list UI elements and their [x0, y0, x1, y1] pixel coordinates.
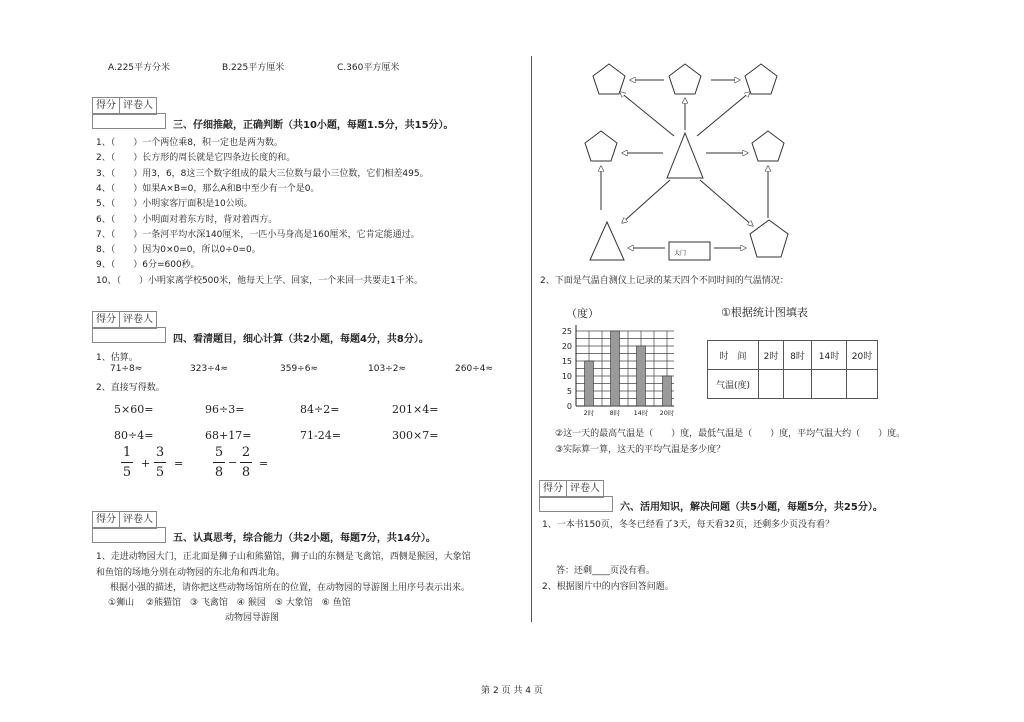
table-row	[708, 370, 878, 399]
fraction	[121, 445, 133, 480]
pentagon-shape	[745, 64, 777, 94]
table-cell-blank[interactable]	[784, 370, 812, 399]
chart-unit-label: （度）	[566, 307, 599, 320]
page-footer: 第 2 页 共 4 页	[481, 686, 543, 696]
temperature-bar	[611, 331, 620, 406]
s5-line2: 和鱼馆的场地分别在动物园的东北角和西北角。	[96, 568, 286, 578]
option-b: B.225平方厘米	[222, 63, 285, 73]
score-label: 得分	[93, 312, 120, 328]
score-label: 得分	[93, 512, 120, 528]
q1-estimate-label: 1、估算。	[96, 353, 138, 363]
pentagon-shape	[593, 64, 625, 94]
x-tick-label: 20时	[659, 409, 674, 417]
x-tick-label: 8时	[609, 409, 621, 417]
y-tick-label: 20	[561, 342, 572, 351]
option-a: A.225平方分米	[108, 63, 171, 73]
calc-item: 68+17=	[205, 429, 252, 442]
score-label: 得分	[93, 98, 120, 114]
temperature-bar-chart	[556, 322, 674, 420]
fraction	[213, 445, 225, 480]
section3-title: 三、仔细推敲，正确判断（共10小题，每题1.5分，共15分）。	[173, 120, 454, 131]
gate-label: 大门	[674, 250, 687, 257]
calc-item: 96÷3=	[205, 403, 245, 416]
judgement-item: 9、（ ）6分=600秒。	[96, 260, 200, 271]
section5-title: 五、认真思考，综合能力（共2小题，每题7分，共14分）。	[173, 533, 436, 544]
minus-sign: −	[228, 456, 238, 469]
judgement-item: 5、（ ）小明家客厅面积是10公顷。	[96, 199, 253, 210]
judgement-item: 8、（ ）因为0×0=0，所以0÷0=0。	[96, 245, 261, 256]
score-label: 得分	[540, 481, 567, 497]
equals-sign: =	[174, 457, 184, 470]
numerator: 2	[241, 445, 251, 460]
score-blank-4	[92, 327, 166, 343]
y-tick-label: 15	[561, 357, 572, 366]
score-blank-6	[539, 496, 613, 512]
calc-item: 71-24=	[300, 429, 341, 442]
pentagon-shape	[750, 220, 788, 257]
s6-q2: 2、根据图片中的内容回答问题。	[542, 582, 674, 592]
table-header: 2时	[759, 341, 784, 370]
y-tick-label: 25	[561, 327, 572, 336]
score-blank-3	[92, 113, 166, 129]
grader-label: 评卷人	[570, 483, 600, 494]
numerator: 3	[155, 445, 165, 460]
estimate-item: 260÷4≈	[455, 364, 493, 374]
x-tick-label: 14时	[633, 409, 649, 417]
fill-table-title: ①根据统计图填表	[721, 306, 808, 319]
judgement-item: 1、（ ）一个两位乘8，积一定也是两为数。	[96, 138, 283, 148]
table-row	[708, 341, 878, 370]
judgement-item: 4、（ ）如果A×B=0，那么A和B中至少有一个是0。	[96, 183, 320, 194]
table-header: 20时	[847, 341, 878, 370]
section6-title: 六、活用知识，解决问题（共5小题，每题5分，共25分）。	[620, 502, 883, 513]
pentagon-shape	[585, 131, 617, 161]
grader-label: 评卷人	[123, 314, 153, 325]
table-cell-blank[interactable]	[812, 370, 847, 399]
y-tick-label: 5	[566, 387, 572, 396]
score-blank-5	[92, 527, 166, 543]
y-tick-label: 0	[566, 402, 572, 411]
temp-intro: 2、下面是气温自测仪上记录的某天四个不同时间的气温情况：	[540, 276, 789, 286]
temperature-bar	[663, 376, 672, 406]
denominator: 5	[155, 465, 165, 480]
pentagon-shape	[752, 131, 784, 161]
judgement-item: 7、（ ）一条河平均水深140厘米，一匹小马身高是160厘米，它肯定能通过。	[96, 229, 420, 240]
table-row-label: 气温(度)	[708, 370, 759, 399]
map-title: 动物园导游图	[225, 613, 280, 623]
table-cell-blank[interactable]	[847, 370, 878, 399]
x-tick-label: 2时	[583, 409, 595, 417]
equals-sign: =	[259, 457, 269, 470]
estimate-item: 359÷6≈	[280, 364, 318, 374]
column-divider	[531, 56, 532, 622]
temperature-bar	[585, 361, 594, 406]
plus-sign: +	[141, 457, 151, 470]
option-c: C.360平方厘米	[337, 63, 400, 73]
numerator: 5	[214, 445, 224, 460]
s5-line3: 根据小强的描述，请你把这些动物场馆所在的位置，在动物园的导游图上用序号表示出来。	[110, 583, 471, 593]
s6-answer: 答：还剩____页没有看。	[556, 566, 656, 576]
fraction	[154, 445, 166, 480]
q2-direct-label: 2、直接写得数。	[96, 383, 165, 393]
s6-q1: 1、一本书150页，冬冬已经看了3天，每天看32页，还剩多少页没有看？	[542, 520, 835, 530]
grader-label: 评卷人	[123, 514, 153, 525]
y-tick-label: 10	[561, 372, 572, 381]
calc-item: 300×7=	[392, 429, 439, 442]
denominator: 8	[214, 465, 224, 480]
zoo-direction-diagram	[578, 58, 790, 264]
temperature-table	[707, 340, 878, 399]
temp-q-b: ③实际算一算，这天的平均气温是多少度？	[555, 445, 726, 455]
numerator: 1	[122, 445, 132, 460]
temp-q-a: ②这一天的最高气温是（ ）度，最低气温是（ ）度，平均气温大约（ ）度。	[555, 429, 906, 439]
section4-title: 四、看清题目，细心计算（共2小题，每题4分，共8分）。	[173, 334, 429, 345]
triangle-shape	[667, 133, 703, 178]
s5-line1: 1、走进动物园大门，正北面是狮子山和熊猫馆，狮子山的东侧是飞禽馆，西侧是猴园，大象馆	[96, 552, 471, 562]
grader-label: 评卷人	[123, 100, 153, 111]
triangle-shape	[590, 222, 624, 260]
denominator: 8	[241, 465, 251, 480]
pentagon-shape	[669, 64, 701, 94]
estimate-item: 103÷2≈	[368, 364, 406, 374]
estimate-item: 323÷4≈	[190, 364, 228, 374]
s5-options: ①狮山 ②熊猫馆 ③ 飞禽馆 ④ 猴园 ⑤ 大象馆 ⑥ 鱼馆	[108, 598, 351, 608]
table-header: 14时	[812, 341, 847, 370]
temperature-bar	[637, 346, 646, 406]
calc-item: 84÷2=	[300, 403, 340, 416]
judgement-item: 6、（ ）小明面对着东方时，背对着西方。	[96, 214, 278, 225]
calc-item: 201×4=	[392, 403, 439, 416]
judgement-item: 10、（ ）小明家离学校500米，他每天上学、回家，一个来回一共要走1千米。	[96, 275, 423, 286]
judgement-item: 3、（ ）用3，6，8这三个数字组成的最大三位数与最小三位数，它们相差495。	[96, 168, 429, 179]
denominator: 5	[122, 465, 132, 480]
table-cell-blank[interactable]	[759, 370, 784, 399]
table-header: 8时	[784, 341, 812, 370]
calc-item: 80÷4=	[114, 429, 154, 442]
estimate-item: 71÷8≈	[110, 364, 143, 374]
calc-item: 5×60=	[114, 403, 154, 416]
table-header: 时 间	[708, 341, 759, 370]
judgement-item: 2、（ ）长方形的周长就是它四条边长度的和。	[96, 153, 296, 164]
fraction	[240, 445, 252, 480]
